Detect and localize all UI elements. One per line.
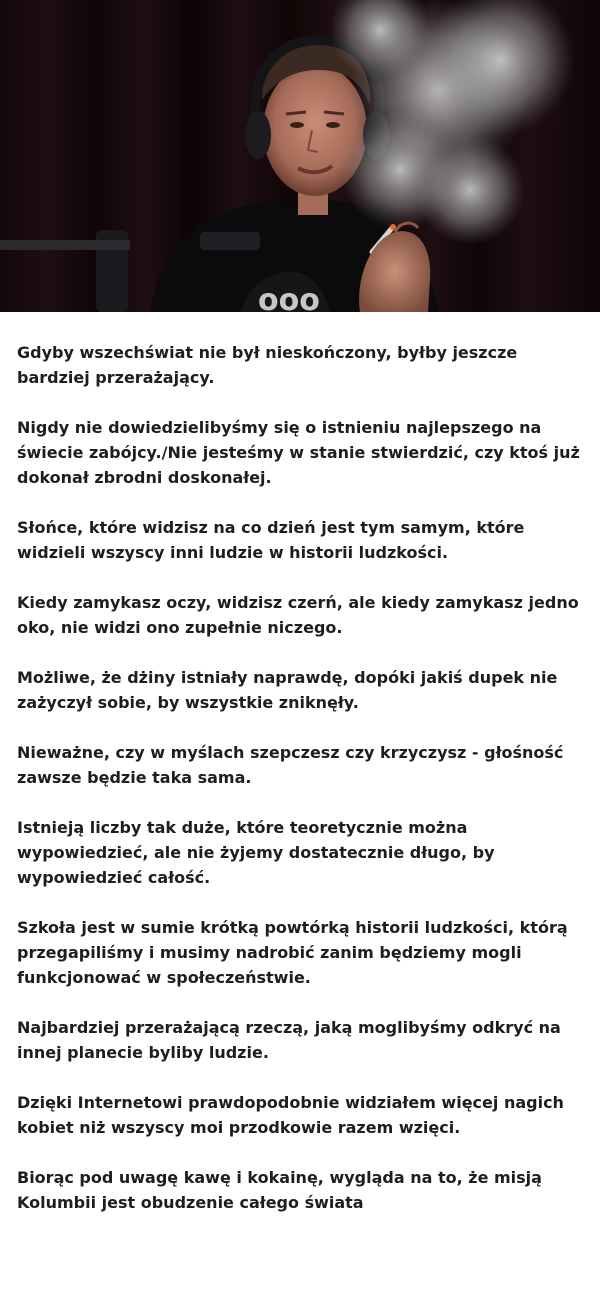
paragraph-7: Istnieją liczby tak duże, które teoretycznie można wypowiedzieć, ale nie żyjemy dostatecznie długo, by wypowiedzieć całość. <box>17 818 495 887</box>
paragraph-8: Szkoła jest w sumie krótką powtórką historii ludzkości, którą przegapiliśmy i musimy nadrobić zanim będziemy mogli funkcjonować w społeczeństwie. <box>17 918 568 987</box>
paragraph-11: Biorąc pod uwagę kawę i kokainę, wygląda na to, że misją Kolumbii jest obudzenie całego świata <box>17 1168 542 1212</box>
paragraph-6: Nieważne, czy w myślach szepczesz czy krzyczysz - głośność zawsze będzie taka sama. <box>17 743 564 787</box>
paragraph-5: Możliwe, że dżiny istniały naprawdę, dopóki jakiś dupek nie zażyczył sobie, by wszystkie zniknęły. <box>17 668 558 712</box>
text-body <box>17 340 592 1215</box>
man-smoking-photo <box>0 0 600 312</box>
paragraph-10: Dzięki Internetowi prawdopodobnie widziałem więcej nagich kobiet niż wszyscy moi przodkowie razem wzięci. <box>17 1093 564 1137</box>
header-photo <box>0 0 600 312</box>
paragraph-9: Najbardziej przerażającą rzeczą, jaką moglibyśmy odkryć na innej planecie byliby ludzie. <box>17 1018 561 1062</box>
paragraph-2: Nigdy nie dowiedzielibyśmy się o istnieniu najlepszego na świecie zabójcy./Nie jesteśmy w stanie stwierdzić, czy ktoś już dokonał zbrodni doskonałej. <box>17 418 580 487</box>
paragraph-3: Słońce, które widzisz na co dzień jest tym samym, które widzieli wszyscy inni ludzie w historii ludzkości. <box>17 518 525 562</box>
paragraph-1: Gdyby wszechświat nie był nieskończony, byłby jeszcze bardziej przerażający. <box>17 343 518 387</box>
paragraph-4: Kiedy zamykasz oczy, widzisz czerń, ale kiedy zamykasz jedno oko, nie widzi ono zupełnie niczego. <box>17 593 579 637</box>
svg-text:ooo: ooo <box>258 283 320 312</box>
